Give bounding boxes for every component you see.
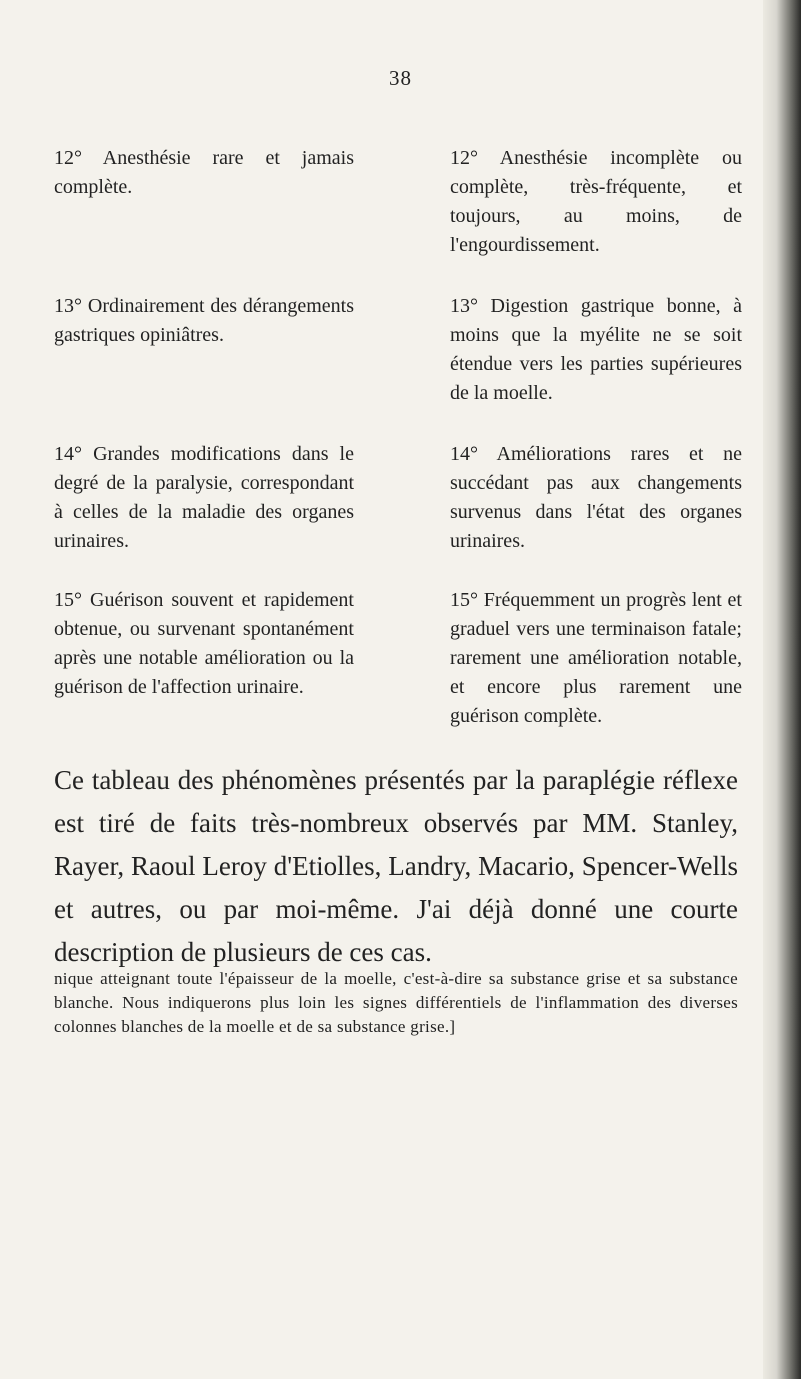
right-item-13: 13° Digestion gastrique bonne, à moins que la myélite ne se soit étendue vers les parties supérieures de la moelle. — [450, 295, 742, 404]
right-item-12: 12° Anesthésie incomplète ou complète, très-fréquente, et toujours, au moins, de l'engourdissement. — [450, 147, 742, 256]
footnote: nique atteignant toute l'épaisseur de la moelle, c'est-à-dire sa substance grise et sa substance blanche. Nous indiquerons plus loin les signes différentiels de l'inflammation des diverses colonnes blanches de la moelle et de sa substance grise.] — [54, 969, 738, 1036]
right-item-14: 14° Améliorations rares et ne succédant pas aux changements survenus dans l'état des organes urinaires. — [450, 443, 742, 552]
left-item-14: 14° Grandes modifications dans le degré de la paralysie, correspondant à celles de la maladie des organes urinaires. — [54, 443, 354, 552]
left-item-15: 15° Guérison souvent et rapidement obtenue, ou survenant spontanément après une notable amélioration ou la guérison de l'affection urinaire. — [54, 589, 354, 698]
main-paragraph: Ce tableau des phénomènes présentés par la paraplégie réflexe est tiré de faits très-nombreux observés par MM. Stanley, Rayer, Raoul Leroy d'Etiolles, Landry, Macario, Spencer-Wells et autres, ou par moi-même. J'ai déjà donné une courte description de plusieurs de ces cas. — [54, 765, 738, 967]
page-edge-shadow — [763, 0, 801, 1379]
right-item-15: 15° Fréquemment un progrès lent et graduel vers une terminaison fatale; rarement une amélioration notable, et encore plus rarement une guérison complète. — [450, 589, 742, 727]
left-item-12: 12° Anesthésie rare et jamais complète. — [54, 147, 354, 198]
page-number: 38 — [389, 66, 412, 90]
left-item-13: 13° Ordinairement des dérangements gastriques opiniâtres. — [54, 295, 354, 346]
